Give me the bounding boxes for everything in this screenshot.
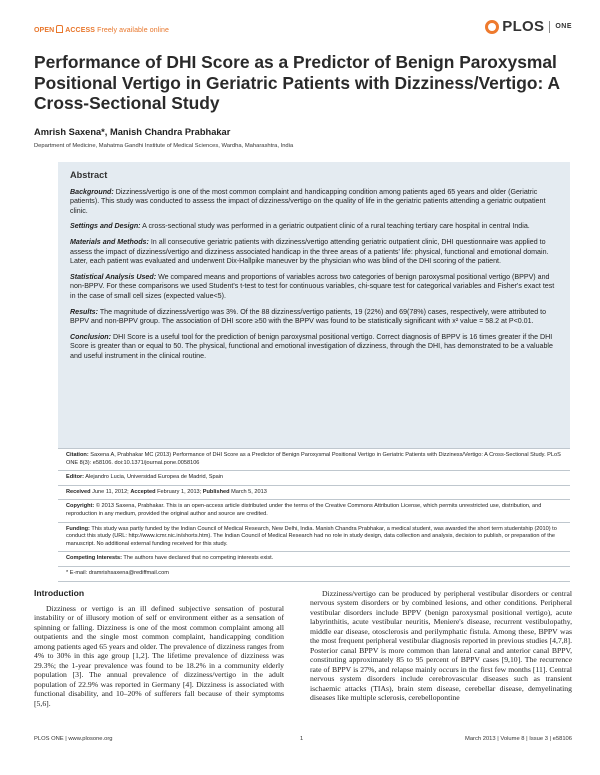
- citation-label: Citation:: [66, 452, 89, 458]
- copyright-text: © 2013 Saxena, Prabhakar. This is an open-access article distributed under the terms of the Creative Commons Attribution License, which permits unrestricted use, distribution, and reproduction in any medium, provided the original author and source are credited.: [66, 503, 542, 517]
- dates-row: [58, 485, 570, 500]
- logo-divider: [549, 21, 550, 33]
- lock-icon: [56, 25, 63, 33]
- published-label: Published: [202, 488, 230, 495]
- abstract-results: [70, 308, 558, 327]
- results-label: Results:: [70, 307, 98, 316]
- citation-row: [58, 448, 570, 470]
- results-text: The magnitude of dizziness/vertigo was 3%. Of the 88 dizziness/vertigo patients, 19 (22%) and 69(78%) cases, respectively, were attributed to BPPV and non-BPPV group. The association of DHI score ≥50 with the BPPV was found to be statistically significant with x² value = 58.2 at P<0.01.: [70, 307, 547, 326]
- citation-text: Saxena A, Prabhakar MC (2013) Performance of DHI Score as a Predictor of Benign Paroxysmal Positional Vertigo in Geriatric Patients with Dizziness/Vertigo: A Cross-Sectional Study. PLoS ONE 8(3): e58106. doi:10.1371/journal.pone.0058106: [66, 452, 561, 466]
- right-paragraph: Dizziness/vertigo can be produced by peripheral vestibular disorders or central nervous system disorders or by combined lesions, and other conditions. Peripheral vestibular disorders include BPPV (benign paroxysmal positional vertigo), acute labyrinthitis, acute vestibular neuritis, Meniere's disease, recurrent vestibulopathy, middle ear disease, otosclerosis and perilymphatic fistula. Among these, BPPV was the most frequent peripheral vestibular diagnosis reported in previous studies [4,7,8]. Posterior canal BPPV is more common than lateral canal and anterior canal BPPV, constituting approximately 85 to 95 percent of BPPV cases [9,10]. The recurrence rate of BPPV is 27%, and relapse mainly occurs in the first few months [11]. Central nervous system disorders include cerebrovascular diseases such as transient ischaemic attacks (TIAs), brain stem disease, cerebellar disease, demyelinating diseases like multiple sclerosis, cerebellopontine: [310, 589, 572, 702]
- editor-text: Alejandro Lucia, Universidad Europea de Madrid, Spain: [85, 474, 224, 481]
- abstract-heading: Abstract: [70, 170, 108, 180]
- competing-label: Competing Interests:: [66, 555, 122, 562]
- plos-wordmark: PLOS: [502, 18, 545, 35]
- body-column-left: [34, 604, 284, 708]
- editor-label: Editor:: [66, 474, 85, 481]
- copyright-row: [58, 499, 570, 521]
- background-label: Background:: [70, 187, 114, 196]
- freely-available-label: Freely available online: [97, 27, 170, 34]
- methods-label: Materials and Methods:: [70, 237, 149, 246]
- affiliation: Department of Medicine, Mahatma Gandhi Institute of Medical Sciences, Wardha, Maharashtra, India: [34, 143, 294, 149]
- stats-text: We compared means and proportions of variables across two categories of benign paroxysmal positional vertigo (BPPV) and non-BPPV. For these comparisons we used Student's t-test to test for continuous variables, chi-square test for categorical variables and Fisher's exact test in the case of small cell sizes (expected value<5).: [70, 272, 555, 300]
- page-number: 1: [300, 736, 304, 742]
- intro-paragraph: Dizziness or vertigo is an ill defined subjective sensation of postural instability or of illusory motion of self or environment either as a sensation of spinning or falling. Dizziness is one of the most common complaint among all outpatients and the single most common complaint, handicapping condition among patients aged 65 years and older. The prevalence of dizziness ranges from 4% to 30% in this age group [1,2]. The lifetime prevalence of dizziness was 29.3%; the 1-year prevalence was found to be 18.2% in a community elderly population [3]. The annual prevalence of dizziness/vertigo in the adult population of 22.9% was reported in Germany [4]. Dizziness is associated with functional disability, and 10–20% of sufferers fall because of their symptoms [5,6].: [34, 604, 284, 708]
- abstract-background: [70, 188, 558, 217]
- competing-interests-row: [58, 551, 570, 566]
- page-header: [34, 18, 572, 38]
- editor-row: [58, 470, 570, 485]
- abstract-conclusion: [70, 333, 558, 362]
- introduction-heading: Introduction: [34, 588, 85, 598]
- article-metadata: [58, 448, 570, 582]
- issue-info: March 2013 | Volume 8 | Issue 3 | e58106: [465, 736, 572, 742]
- abstract-setting: [70, 222, 558, 232]
- article-title: Performance of DHI Score as a Predictor of Benign Paroxysmal Positional Vertigo in Geriatric Patients with Dizziness/Vertigo: A Cross-Sectional Study: [34, 52, 560, 113]
- received-date: June 11, 2012;: [92, 488, 129, 495]
- corresponding-email: * E-mail: dramrishsaxena@rediffmail.com: [66, 569, 169, 576]
- page-footer: [34, 736, 572, 746]
- open-access-badge: [34, 25, 169, 34]
- accepted-date: February 1, 2013;: [157, 488, 202, 495]
- competing-text: The authors have declared that no competing interests exist.: [123, 555, 274, 562]
- email-row: [58, 566, 570, 582]
- abstract-stats: [70, 273, 558, 302]
- setting-label: Settings and Design:: [70, 222, 141, 231]
- access-label: ACCESS: [65, 27, 96, 34]
- journal-logo: [485, 18, 572, 35]
- one-wordmark: ONE: [555, 23, 572, 30]
- setting-text: A cross-sectional study was performed in a geriatric outpatient clinic of a rural teaching tertiary care hospital in central India.: [142, 222, 530, 231]
- conclusion-label: Conclusion:: [70, 332, 111, 341]
- background-text: Dizziness/vertigo is one of the most common complaint and handicapping condition among patients aged 65 years and older (Geriatric patients). This study was conducted to assess the impact of dizziness/vertigo on the quality of life in the geriatric patients attending a geriatric outpatient clinic.: [70, 187, 546, 215]
- accepted-label: Accepted: [130, 488, 156, 495]
- conclusion-text: DHI Score is a useful tool for the prediction of benign paroxysmal positional vertigo. Correct diagnosis of BPPV is 16 times greater if the DHI Score is greater than or equal to 50. The physical, functional and emotional investigation of dizziness, through the DHI, has demonstrated to be a valuable and useful instrument in the clinical routine.: [70, 332, 553, 360]
- received-label: Received: [66, 488, 91, 495]
- stats-label: Statistical Analysis Used:: [70, 272, 157, 281]
- plos-circle-icon: [485, 20, 499, 34]
- open-label: OPEN: [34, 27, 55, 34]
- copyright-label: Copyright:: [66, 503, 95, 510]
- abstract-box: [58, 162, 570, 448]
- funding-text: This study was partly funded by the Indian Council of Medical Research, New Delhi, India. Manish Chandra Prabhakar, a medical student, was awarded the short term studentship (2010) to conduct this study (URL: http://www.icmr.nic.in/shorts.htm). The Indian Council of Medical Research had no role in study design, data collection and analysis, decision to publish, or preparation of the manuscript. No additional external funding received for this study.: [66, 525, 557, 547]
- body-column-right: [310, 589, 572, 702]
- abstract-methods: [70, 238, 558, 267]
- journal-site: PLOS ONE | www.plosone.org: [34, 736, 113, 742]
- methods-text: In all consecutive geriatric patients with dizziness/vertigo attending geriatric outpatient clinic, DHI questionnaire was applied to assess the impact of dizziness/vertigo and dizziness associated handicap in the three areas of a patients' life: physical, functional and emotional domain. Later, each patient was evaluated and underwent Dix-Hallpike maneuver by the physician who was blind of the DHI scoring of the patient.: [70, 237, 549, 266]
- published-date: March 5, 2013: [231, 488, 267, 495]
- funding-row: [58, 522, 570, 552]
- author-list: Amrish Saxena*, Manish Chandra Prabhakar: [34, 127, 231, 137]
- funding-label: Funding:: [66, 525, 90, 532]
